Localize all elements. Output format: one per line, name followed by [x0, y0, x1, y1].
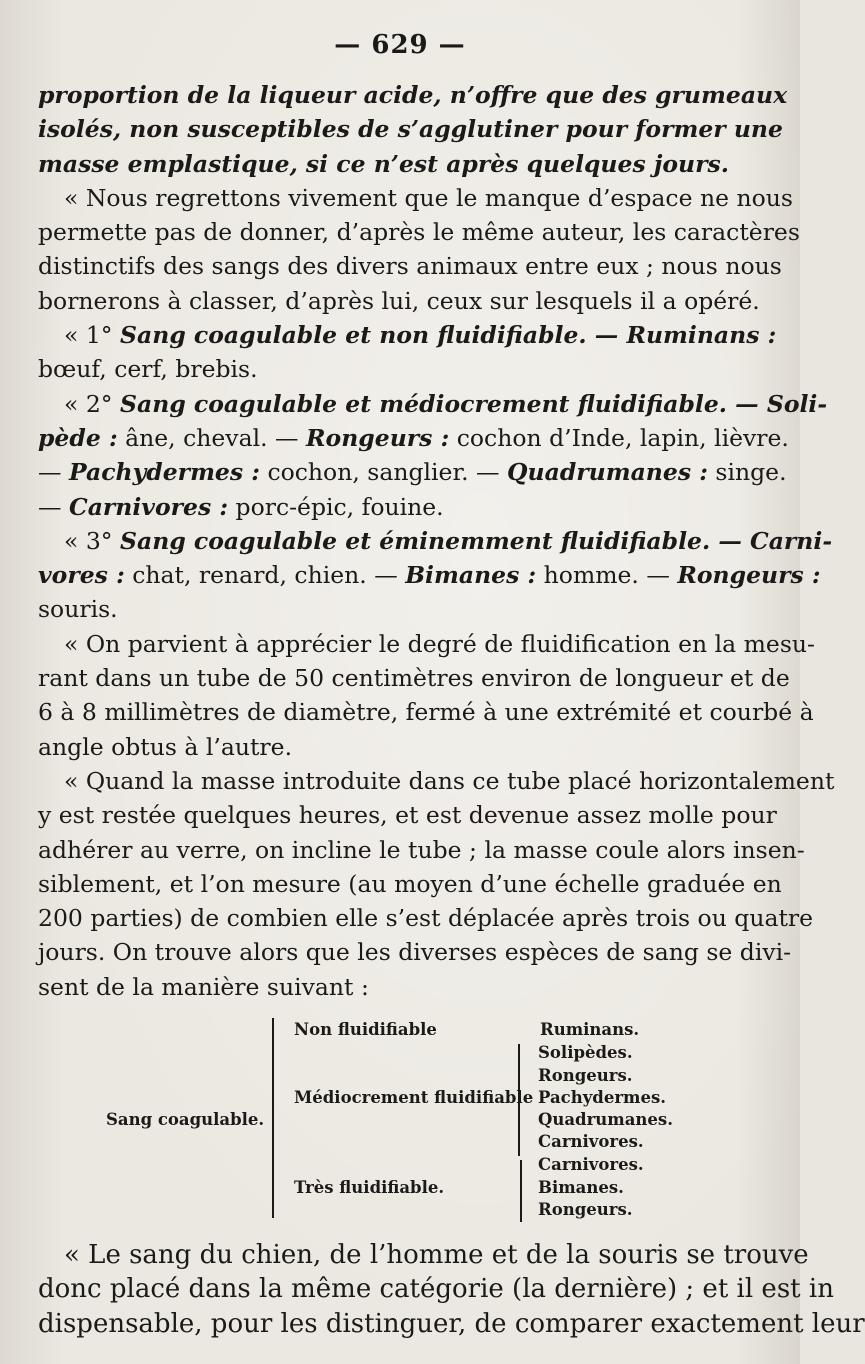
group-label-tres: Très fluidifiable.: [294, 1178, 445, 1197]
item-bimanes: Bimanes.: [538, 1178, 624, 1197]
text-line: [38, 558, 821, 592]
group-label-non: Non fluidifiable: [294, 1020, 437, 1039]
text-line: [38, 661, 790, 695]
root-brace: [272, 1018, 274, 1218]
item-rongeurs-2: Rongeurs.: [538, 1200, 633, 1219]
text-line: [38, 387, 828, 421]
table-root-label: Sang coagulable.: [106, 1110, 265, 1129]
text-line: [38, 490, 758, 524]
continuation-text: [38, 1238, 865, 1341]
text-line: dispensable, pour les distinguer, de comparer exactement leur: [38, 1308, 865, 1339]
italic-run: Bimanes :: [405, 561, 537, 590]
text-run: « 1°: [64, 321, 121, 350]
italic-run: vores :: [38, 561, 125, 590]
body-text: [38, 78, 835, 1004]
text-line: [38, 764, 835, 798]
group-label-mediocre: Médiocrement fluidifiable: [294, 1088, 534, 1107]
text-run: porc-épic, fouine.: [228, 492, 444, 521]
italic-run: Sang coagulable et médiocrement fluidifiable. — Soli-: [120, 389, 828, 418]
text-line: [38, 901, 814, 935]
item-quadrumanes: Quadrumanes.: [538, 1110, 673, 1129]
text-line: [38, 833, 805, 867]
text-run: « 2°: [64, 389, 121, 418]
italic-run: Rongeurs :: [306, 423, 450, 452]
item-carnivores-2: Carnivores.: [538, 1155, 644, 1174]
text-line: [38, 867, 782, 901]
tres-brace: [520, 1160, 522, 1222]
text-run: distinctifs des sangs des divers animaux entre eux ; nous nous: [38, 252, 782, 281]
italic-run: masse emplastique, si ce n’est après quelques jours.: [38, 149, 729, 178]
item-rongeurs-1: Rongeurs.: [538, 1066, 633, 1085]
text-line: [38, 78, 788, 112]
text-line: [38, 592, 758, 626]
text-run: —: [38, 458, 69, 487]
text-run: « 3°: [64, 526, 121, 555]
text-run: jours. On trouve alors que les diverses espèces de sang se divi-: [38, 938, 792, 967]
text-run: singe.: [707, 458, 787, 487]
text-run: 200 parties) de combien elle s’est déplacée après trois ou quatre: [38, 904, 814, 933]
text-line: [38, 455, 787, 489]
text-line: donc placé dans la même catégorie (la dernière) ; et il est in: [38, 1274, 834, 1305]
italic-run: Quadrumanes :: [507, 458, 708, 487]
text-line: [38, 147, 758, 181]
text-line: [38, 798, 777, 832]
text-line: [38, 935, 792, 969]
classification-table: [0, 1012, 800, 1227]
text-line: « Le sang du chien, de l’homme et de la souris se trouve: [64, 1240, 809, 1270]
text-run: rant dans un tube de 50 centimètres environ de longueur et de: [38, 664, 790, 693]
text-line: [38, 730, 758, 764]
mediocre-brace: [518, 1044, 520, 1156]
page-number: — 629 —: [334, 30, 466, 60]
text-line: [38, 421, 789, 455]
item-solipedes: Solipèdes.: [538, 1043, 633, 1062]
italic-run: Pachydermes :: [68, 458, 260, 487]
text-line: [38, 181, 793, 215]
text-run: chat, renard, chien. —: [124, 561, 406, 590]
text-run: âne, cheval. —: [117, 423, 307, 452]
text-line: [38, 627, 815, 661]
text-run: bornerons à classer, d’après lui, ceux sur lesquels il a opéré.: [38, 286, 760, 315]
text-run: « Nous regrettons vivement que le manque d’espace ne nous: [64, 183, 793, 212]
text-run: angle obtus à l’autre.: [38, 732, 293, 761]
text-run: 6 à 8 millimètres de diamètre, fermé à une extrémité et courbé à: [38, 698, 814, 727]
item-carnivores-1: Carnivores.: [538, 1132, 644, 1151]
text-line: [38, 524, 833, 558]
text-run: homme. —: [536, 561, 678, 590]
text-run: adhérer au verre, on incline le tube ; la masse coule alors insen-: [38, 835, 805, 864]
text-line: [38, 284, 758, 318]
text-line: [38, 112, 783, 146]
text-line: [38, 352, 758, 386]
italic-run: proportion de la liqueur acide, n’offre que des grumeaux: [38, 81, 788, 109]
text-run: « On parvient à apprécier le degré de fluidification en la mesu-: [64, 629, 815, 658]
text-run: cochon d’Inde, lapin, lièvre.: [449, 423, 789, 452]
text-line: [38, 318, 777, 352]
text-run: —: [38, 492, 69, 521]
text-run: sent de la manière suivant :: [38, 972, 369, 1001]
text-line: [38, 215, 800, 249]
text-run: « Quand la masse introduite dans ce tube placé horizontalement: [64, 766, 835, 795]
text-line: [38, 695, 814, 729]
item-pachydermes: Pachydermes.: [538, 1088, 667, 1107]
italic-run: Carnivores :: [68, 492, 229, 521]
text-line: [38, 249, 782, 283]
text-run: cochon, sanglier. —: [259, 458, 508, 487]
text-run: permette pas de donner, d’après le même auteur, les caractères: [38, 218, 800, 247]
italic-run: Rongeurs :: [677, 561, 821, 590]
text-run: souris.: [38, 595, 118, 624]
italic-run: isolés, non susceptibles de s’agglutiner pour former une: [38, 115, 783, 144]
text-run: y est restée quelques heures, et est devenue assez molle pour: [38, 801, 777, 830]
italic-run: Sang coagulable et éminemment fluidifiable. — Carni-: [120, 526, 833, 555]
italic-run: Sang coagulable et non fluidifiable. — Ruminans :: [120, 321, 777, 350]
text-run: siblement, et l’on mesure (au moyen d’une échelle graduée en: [38, 869, 782, 898]
item-ruminans: Ruminans.: [540, 1020, 640, 1039]
italic-run: pède :: [38, 423, 118, 452]
text-run: bœuf, cerf, brebis.: [38, 355, 258, 384]
text-line: [38, 970, 758, 1004]
